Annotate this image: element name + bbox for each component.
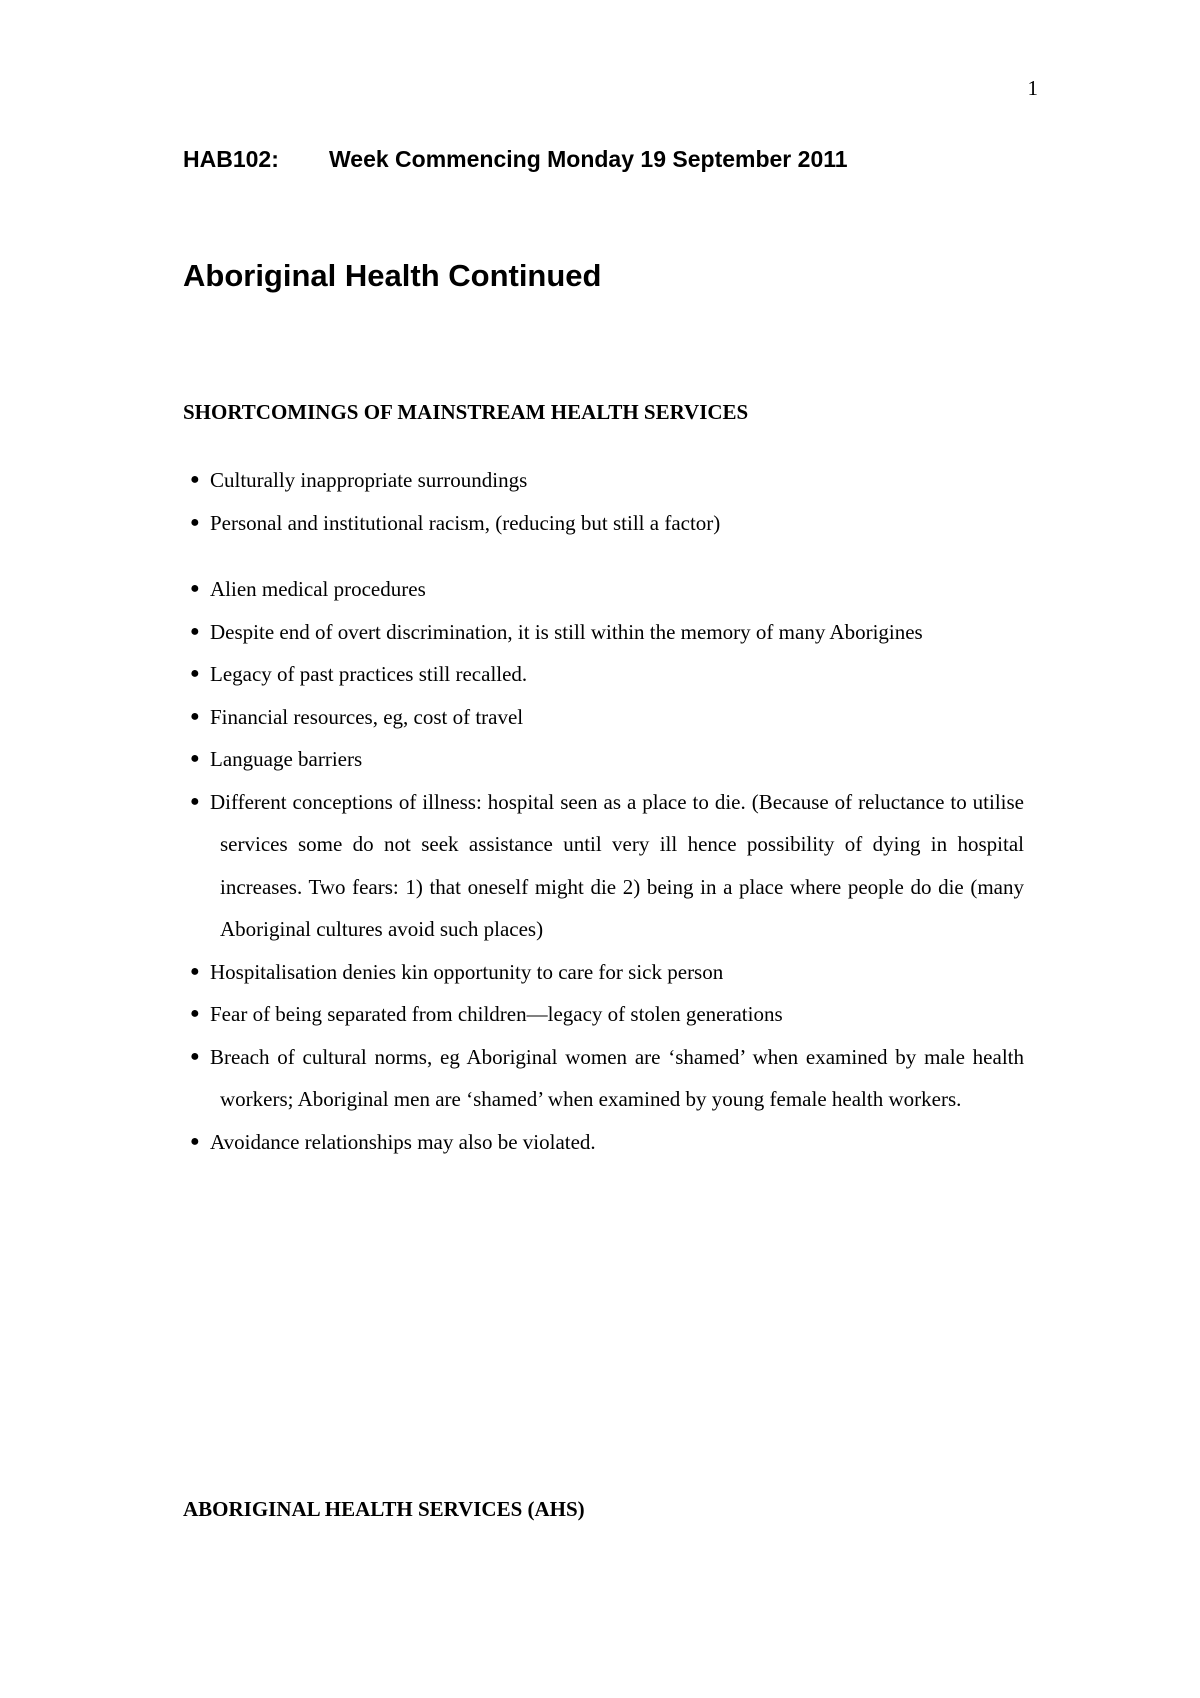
bullet-dot-icon: ● (190, 471, 200, 488)
week-commencing: Week Commencing Monday 19 September 2011 (329, 146, 848, 172)
bullet-dot-icon: ● (190, 707, 200, 725)
list-item-text: Avoidance relationships may also be violated. (210, 1129, 596, 1154)
bullet-dot-icon: ● (190, 665, 200, 682)
list-item (190, 459, 1024, 502)
list-item-text: Financial resources, eg, cost of travel (210, 704, 524, 729)
bullet-dot-icon: ● (190, 1005, 200, 1022)
list-item (190, 502, 1024, 545)
list-item-text: Culturally inappropriate surroundings (210, 468, 528, 492)
document-title: Aboriginal Health Continued (183, 258, 602, 293)
bullet-dot-icon: ● (190, 792, 200, 810)
page-number: 1 (1027, 76, 1038, 100)
list-item (190, 738, 1024, 781)
list-item-text: Alien medical procedures (210, 577, 426, 601)
list-item (190, 653, 1024, 696)
list-item (190, 1121, 1024, 1164)
course-header (183, 146, 848, 173)
list-item (190, 1036, 1024, 1121)
list-item-text: Legacy of past practices still recalled. (210, 662, 528, 686)
bullet-dot-icon: ● (190, 622, 200, 640)
list-item-text: Despite end of overt discrimination, it is still within the memory of many Aborigines (210, 619, 923, 644)
bullet-dot-icon: ● (190, 1132, 200, 1150)
list-item-text: Breach of cultural norms, eg Aboriginal women are ‘shamed’ when examined by male health workers; Aboriginal men are ‘shamed’ when examined by young female health workers. (210, 1044, 1024, 1111)
list-item (190, 993, 1024, 1036)
list-item-text: Language barriers (210, 747, 363, 771)
list-item-text: Fear of being separated from children—legacy of stolen generations (210, 1002, 783, 1026)
bullet-dot-icon: ● (190, 513, 200, 531)
list-item (190, 951, 1024, 994)
section-heading-ahs: ABORIGINAL HEALTH SERVICES (AHS) (183, 1497, 585, 1521)
bullet-dot-icon: ● (190, 962, 200, 980)
list-item (190, 696, 1024, 739)
list-item-text: Hospitalisation denies kin opportunity to care for sick person (210, 959, 724, 984)
list-item (190, 781, 1024, 951)
bullet-dot-icon: ● (190, 580, 200, 597)
course-code: HAB102: (183, 146, 279, 172)
list-item-text: Different conceptions of illness: hospital seen as a place to die. (Because of reluctance to utilise services some do not seek assistance until very ill hence possibility of dying in hospital increases. Two fears: 1) that oneself might die 2) being in a place where people do die (many Aboriginal cultures avoid such places) (210, 789, 1024, 941)
bullet-dot-icon: ● (190, 750, 200, 767)
list-item-text: Personal and institutional racism, (reducing but still a factor) (210, 510, 721, 535)
list-item (190, 611, 1024, 654)
list-item (190, 568, 1024, 611)
bullet-dot-icon: ● (190, 1047, 200, 1065)
section-heading-shortcomings: SHORTCOMINGS OF MAINSTREAM HEALTH SERVICES (183, 400, 749, 424)
shortcomings-list (190, 459, 1024, 1163)
